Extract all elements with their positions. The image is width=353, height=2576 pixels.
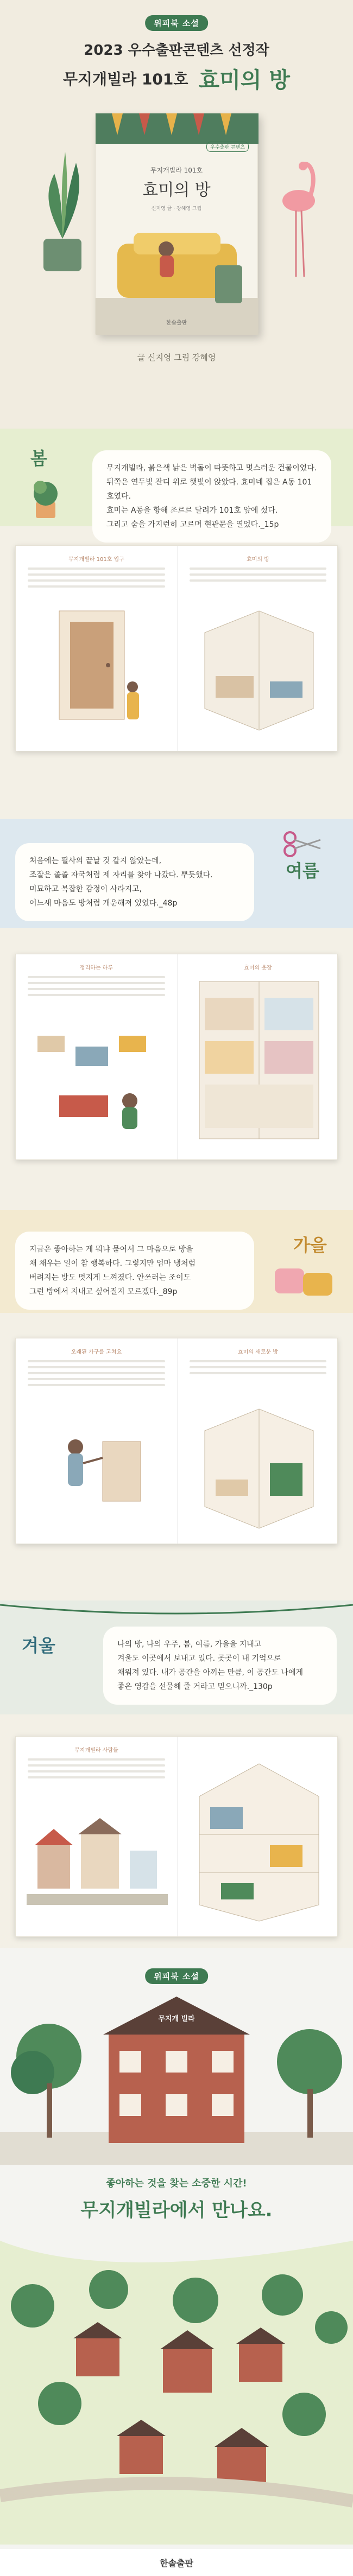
summer-page-left — [16, 954, 177, 1159]
summer-quote-text: 처음에는 필사의 끝날 것 같지 않았는데, 조잘은 졸졸 자국처럼 제 자리를 찾아 나갔다. 뿌듯했다. 미묘하고 복잡한 감정이 사라지고, 어느새 마음도 방처럼 개운해져 있었다._48p — [29, 857, 213, 908]
text-lines — [190, 568, 326, 585]
doorway-illustration — [37, 605, 157, 736]
cover-author: 신지영 글 · 강혜영 그림 — [151, 206, 202, 212]
summer-spread — [15, 954, 338, 1160]
series-title: 무지개빌라 101호 — [62, 70, 188, 88]
neighborhood-illustration — [0, 2241, 353, 2545]
winter-caption-left: 무지개빌라 사람들 — [74, 1748, 118, 1754]
autumn-quote-text: 지금은 좋아하는 게 뭐냐 묻어서 그 마음으로 방을 채 채우는 일이 참 행복하다. 그렇지만 엄마 냉처럼 버려지는 방도 멋지게 느껴졌다. 안쓰러는 조이도 그런 방에서 지내고 싶어질지 모르겠다._89p — [29, 1245, 196, 1296]
summer-quote — [15, 843, 254, 921]
village-illustration — [27, 1802, 168, 1927]
plant-decoration — [33, 130, 92, 293]
spring-quote — [92, 450, 331, 543]
autumn-caption-right: 효미의 새로운 방 — [238, 1349, 278, 1355]
ending-section — [0, 1948, 353, 2576]
cover-title: 효미의 방 — [142, 181, 211, 200]
summer-label: 여름 — [286, 860, 319, 881]
summer-caption-left: 정리하는 하루 — [79, 965, 114, 971]
book-cover — [95, 113, 258, 334]
spring-spread — [15, 545, 338, 751]
autumn-label: 가을 — [293, 1235, 327, 1255]
text-lines — [28, 976, 165, 1000]
spring-label: 봄 — [30, 448, 47, 469]
closet-illustration — [194, 976, 324, 1150]
garland-decoration — [0, 1601, 353, 1622]
summer-page-right — [177, 954, 338, 1159]
spring-caption-left: 무지개빌라 101호 입구 — [68, 557, 124, 563]
promo-subtitle: 좋아하는 것을 찾는 소중한 시간! — [106, 2178, 247, 2189]
cushions-icon — [272, 1262, 337, 1300]
spring-page-right — [177, 546, 338, 751]
series-badge: 위피북 소설 — [145, 15, 208, 31]
text-lines — [190, 1360, 326, 1378]
room-illustration — [194, 600, 324, 736]
author-credit: 글 신지영 그림 강혜영 — [137, 353, 216, 362]
cover-award-badge: 우수출판 콘텐츠 — [206, 142, 249, 152]
winter-quote — [103, 1627, 337, 1705]
autumn-caption-left: 오래된 가구를 고쳐요 — [71, 1349, 122, 1355]
spring-section — [0, 429, 353, 819]
title-row — [0, 63, 353, 94]
hero-section — [0, 0, 353, 429]
autumn-page-left — [16, 1338, 177, 1544]
painting-illustration — [37, 1409, 157, 1534]
spring-caption-right: 효미의 방 — [247, 557, 269, 563]
winter-page-right — [177, 1737, 338, 1936]
cover-publisher: 한솔출판 — [166, 320, 187, 326]
summer-section — [0, 819, 353, 1210]
new-room-illustration — [194, 1398, 324, 1534]
scissors-icon — [282, 830, 326, 857]
promo-block — [0, 2176, 353, 2222]
winter-label: 겨울 — [22, 1635, 55, 1656]
villa-sign: 무지개 빌라 — [158, 2015, 195, 2023]
building-cutaway-illustration — [188, 1753, 330, 1927]
text-lines — [28, 1758, 165, 1782]
winter-page-left — [16, 1737, 177, 1936]
pot-plant-icon — [24, 472, 67, 521]
cover-series: 무지개빌라 101호 — [150, 167, 203, 174]
winter-quote-text: 나의 방, 나의 우주, 봄, 여름, 가을을 지내고 겨울도 이곳에서 보내고 있다. 곳곳이 내 기억으로 채워져 있다. 내가 공간을 아끼는 만큼, 이 공간도 나에게 좋은 영감을 선물해 줄 거라고 믿으니까._130p — [117, 1640, 304, 1691]
book-title: 효미의 방 — [198, 67, 291, 93]
autumn-page-right — [177, 1338, 338, 1544]
publisher-footer: 한솔출판 — [0, 2549, 353, 2576]
flamingo-decoration — [272, 136, 326, 298]
summer-caption-right: 효미의 옷장 — [244, 965, 272, 971]
autumn-spread — [15, 1338, 338, 1544]
winter-section — [0, 1601, 353, 1948]
autumn-section — [0, 1210, 353, 1601]
ending-badge: 위피북 소설 — [145, 1968, 208, 1984]
winter-spread — [15, 1736, 338, 1937]
autumn-quote — [15, 1232, 254, 1310]
award-title: 2023 우수출판콘텐츠 선정작 — [84, 42, 269, 59]
spring-page-left — [16, 546, 177, 751]
text-lines — [28, 568, 165, 591]
spring-quote-text: 무지개빌라, 붉은색 낡은 벽돌이 따뜻하고 멋스러운 건물이었다. 뒤쪽은 연두빛 잔디 위로 햇빛이 앉았다. 효미네 집은 A동 101호였다. 효미는 A동을 향해 조르르 달려가 101호 앞에 섰다. 그리고 숨을 가지런히 고르며 현관문을 열었다._15p — [106, 464, 317, 529]
clothes-pile-illustration — [27, 1014, 168, 1150]
promo-title: 무지개빌라에서 만나요. — [80, 2199, 273, 2221]
text-lines — [28, 1360, 165, 1390]
